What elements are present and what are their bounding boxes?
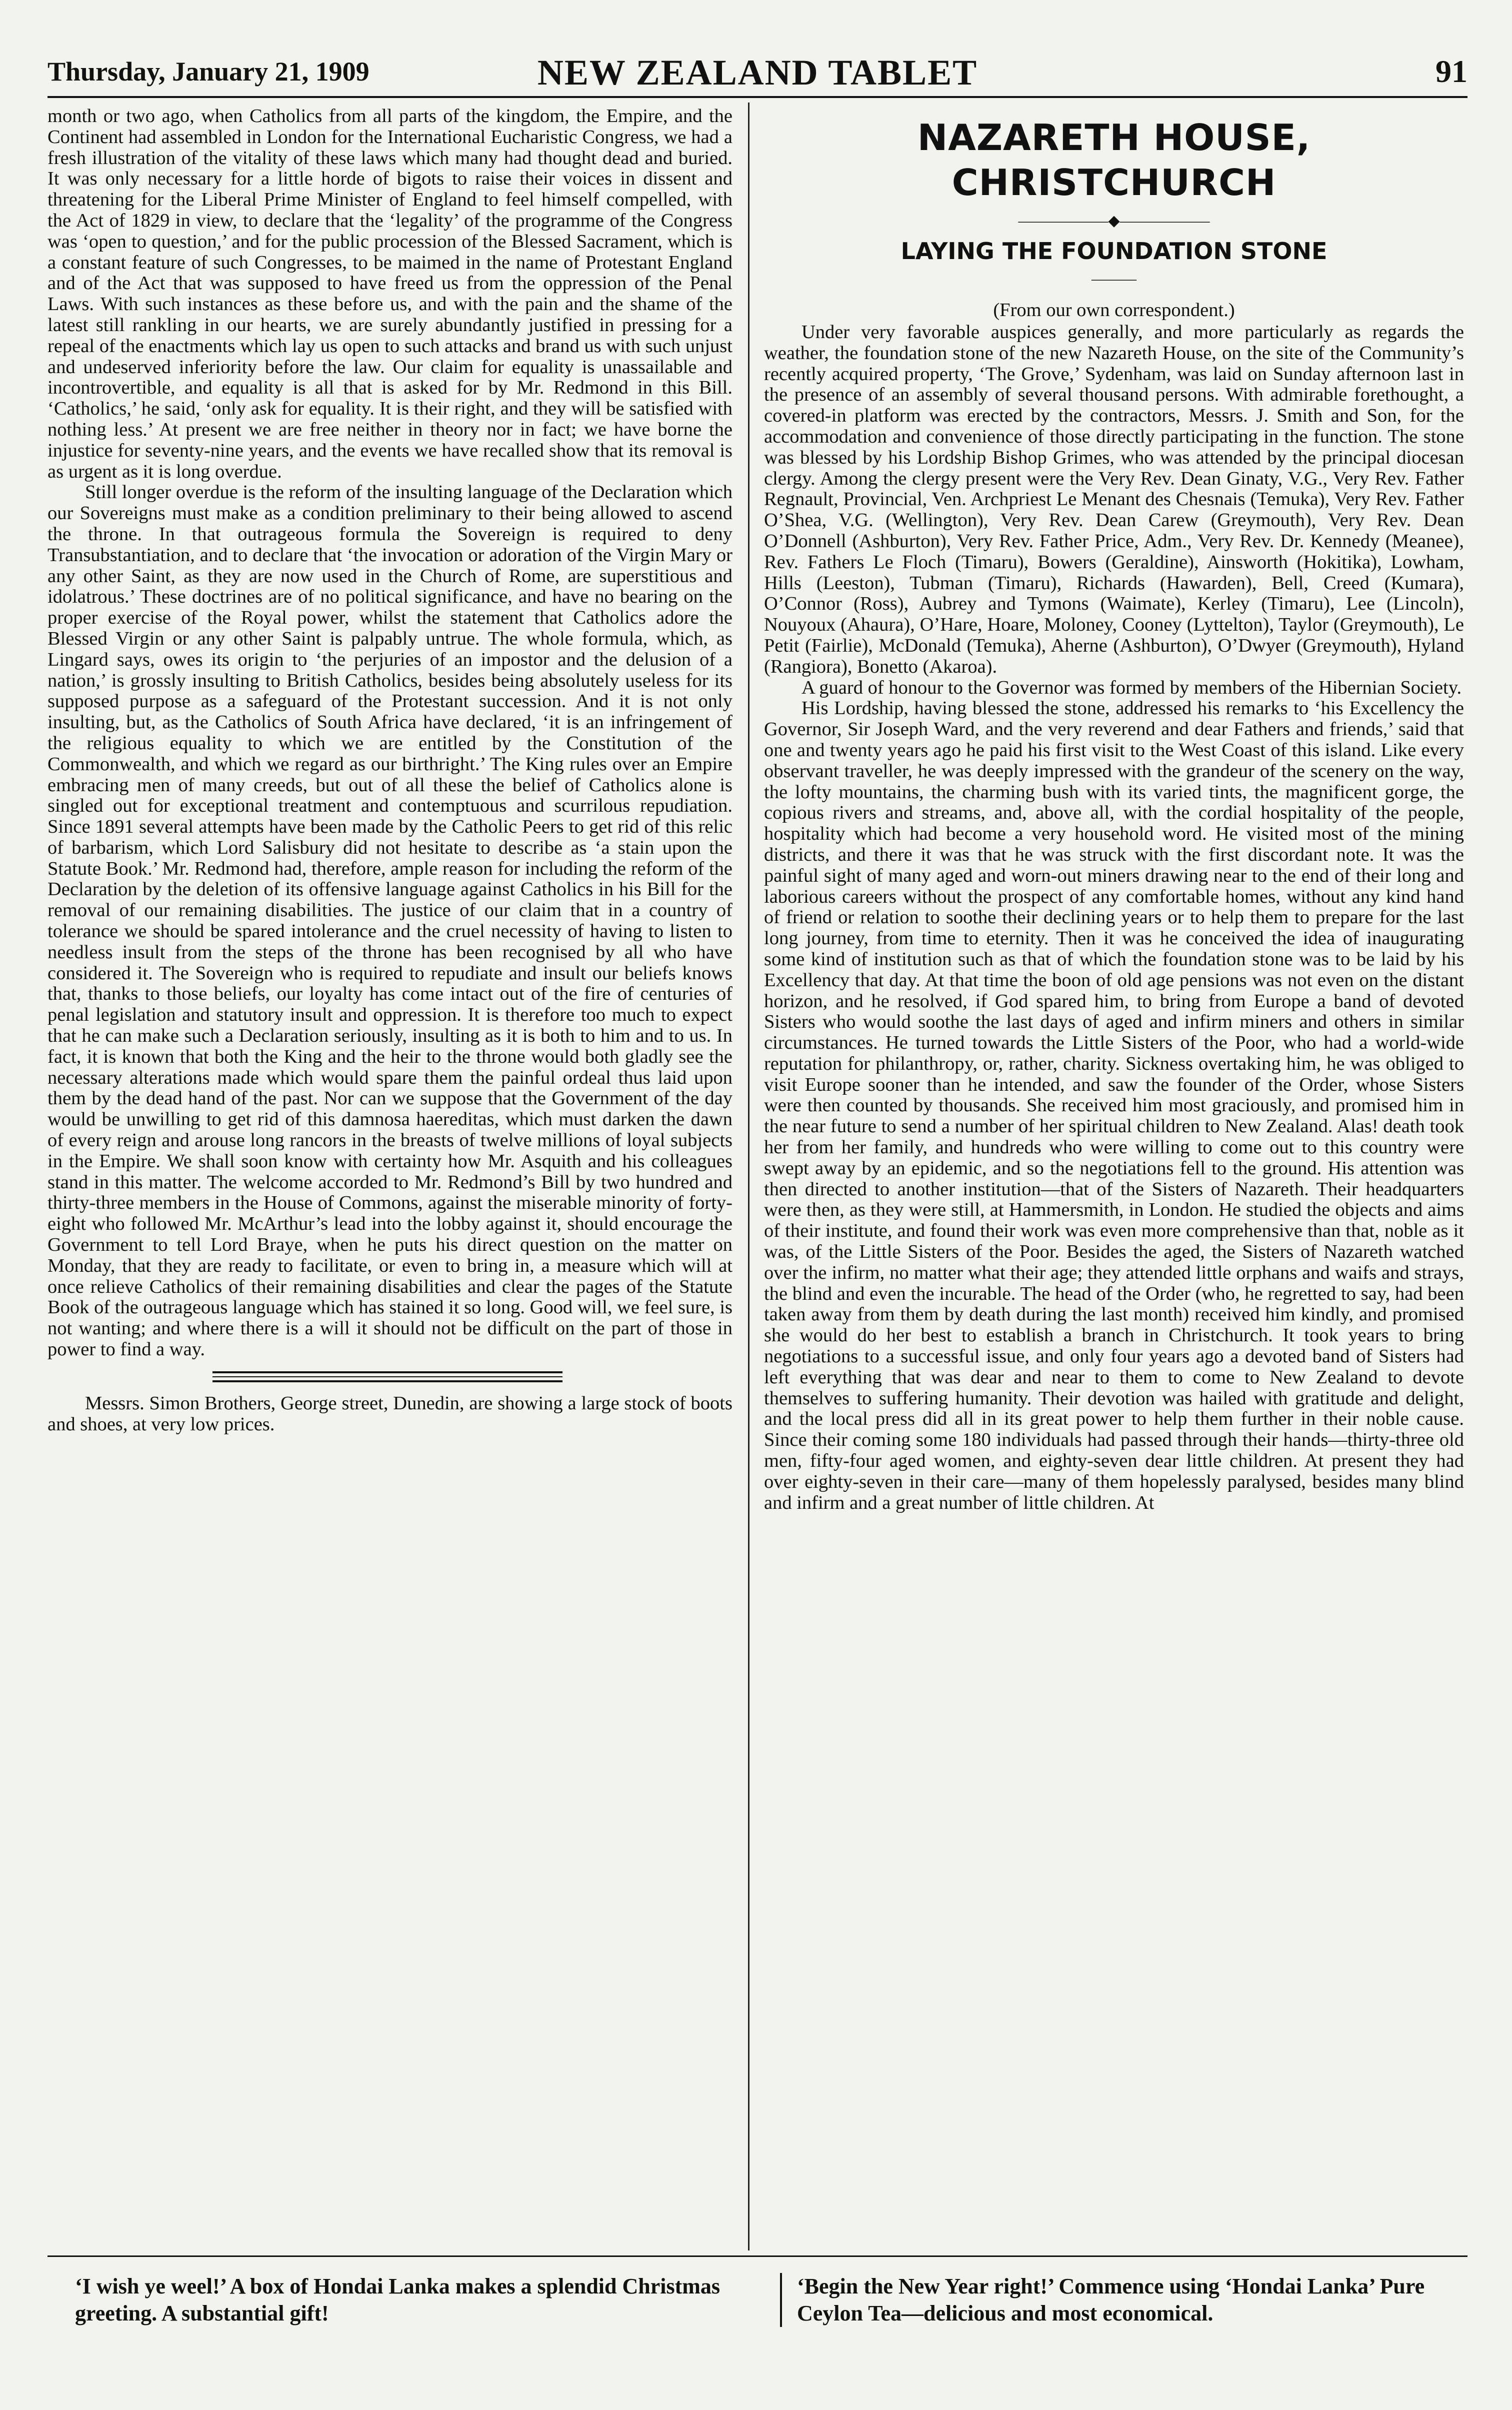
issue-date: Thursday, January 21, 1909: [48, 57, 370, 87]
footer-advertisement-right: ‘Begin the New Year right!’ Commence using ‘Hondai Lanka’ Pure Ceylon Tea—delicious and most economical.: [780, 2273, 1467, 2327]
title-ornament: ——————◆——————: [1018, 213, 1210, 229]
header-rule: [48, 96, 1468, 98]
footer-rule: [48, 2255, 1468, 2257]
page-number: 91: [1436, 54, 1468, 89]
subtitle-dash: ———: [1092, 271, 1136, 287]
article-title: NAZARETH HOUSE, CHRISTCHURCH: [917, 117, 1311, 204]
right-column: [764, 115, 1464, 2255]
article-byline: (From our own correspondent.): [993, 300, 1235, 321]
section-divider: [212, 1371, 562, 1382]
publication-title: NEW ZEALAND TABLET: [537, 53, 978, 93]
article-paragraph: His Lordship, having blessed the stone, addressed his remarks to ‘his Excellency the Governor, Sir Joseph Ward, and the very reverend and dear Fathers and friends,’ said that one and twenty years ago he paid his first visit to the West Coast of this island. Like every observant traveller, he was deeply impressed with the grandeur of the scenery on the way, the lofty mountains, the charming bush with its varied tints, the magnificent gorge, the copious rivers and streams, and, above all, with the cordial hospitality of the people, hospitality which had become a very household word. He visited most of the mining districts, and there it was that he was struck with the first discordant note. It was the painful sight of many aged and worn-out miners drawing near to the end of their long and laborious careers without the prospect of any comfortable homes, without any kind hand of friend or relation to soothe their declining years or to help them to prepare for the last long journey, from time to eternity. Then it was he conceived the idea of inaugurating some kind of institution such as that of which the foundation stone was to be laid by his Excellency that day. At that time the boon of old age pensions was not even on the distant horizon, and he resolved, if God spared him, to bring from Europe a band of devoted Sisters who would soothe the last days of aged and infirm miners and others in similar circumstances. He turned towards the Little Sisters of the Poor, who had a world-wide reputation for philanthropy, or, rather, charity. Sickness overtaking him, he was obliged to visit Europe sooner than he intended, and saw the founder of the Order, whose Sisters were then counted by thousands. She received him most graciously, and promised him in the near future to send a number of her spiritual children to New Zealand. Alas! death took her from her family, and hundreds who were willing to come out to this country were swept away by an epidemic, and so the negotiations fell to the ground. His attention was then directed to another institution—that of the Sisters of Nazareth. Their headquarters were then, as they were still, at Hammersmith, in London. He studied the objects and aims of their institute, and found their work was even more comprehensive than that, noble as it was, of the Little Sisters of the Poor. Besides the aged, the Sisters of Nazareth watched over the infirm, no matter what their age; they attended little orphans and waifs and strays, the blind and even the incurable. The head of the Order (who, he regretted to say, had been taken away from them by death during the last month) received him kindly, and promised she would do her best to establish a branch in Christchurch. It took years to bring negotiations to a successful issue, and only four years ago a devoted band of Sisters had left everything that was dear and near to them to come to New Zealand to devote themselves to suffering humanity. Their devotion was hailed with gratitude and delight, and the local press did all in its great power to help them further in their noble cause. Since their coming some 180 individuals had passed through their hands—thirty-three old men, fifty-four aged women, and eighty-seven dear little children. At present they had over eighty-seven in their care—many of them hopelessly paralysed, besides many blind and infirm and a great number of little children. At: [764, 698, 1464, 1513]
footer-advertisement-left: ‘I wish ye weel!’ A box of Hondai Lanka makes a splendid Christmas greeting. A substantial gift!: [75, 2274, 720, 2325]
left-column: [48, 106, 732, 2256]
page-header: [48, 50, 1468, 95]
editorial-paragraph: Still longer overdue is the reform of the insulting language of the Declaration which our Sovereigns must make as a condition preliminary to their being allowed to ascend the throne. In that outrageous formula the Sovereign is required to deny Transubstantiation, and to declare that ‘the invocation or adoration of the Virgin Mary or any other Saint, as they are now used in the Church of Rome, are superstitious and idolatrous.’ These doctrines are of no political significance, and have no bearing on the proper exercise of the Royal power, whilst the statement that Catholics adore the Blessed Virgin or any other Saint is palpably untrue. The whole formula, which, as Lingard says, owes its origin to ‘the perjuries of an impostor and the delusion of a nation,’ is grossly insulting to British Catholics, besides being absolutely useless for its supposed purpose as a safeguard of the Protestant succession. And it is not only insulting, but, as the Catholics of South Africa have declared, ‘it is an infringement of the religious equality to which we are entitled by the Constitution of the Commonwealth, and which we regard as our birthright.’ The King rules over an Empire embracing men of many creeds, but out of all these the belief of Catholics alone is singled out for exceptional treatment and contemptuous and scurrilous repudiation. Since 1891 several attempts have been made by the Catholic Peers to get rid of this relic of barbarism, which Lord Salisbury did not hesitate to describe as ‘a stain upon the Statute Book.’ Mr. Redmond had, therefore, ample reason for including the reform of the Declaration by the deletion of its offensive language against Catholics in his Bill for the removal of our remaining disabilities. The justice of our claim that in a country of tolerance we should be spared intolerance and the cruel necessity of having to listen to needless insult from the steps of the throne has been recognised by all who have considered it. The Sovereign who is required to repudiate and insult our beliefs knows that, thanks to those beliefs, our loyalty has come intact out of the fire of centuries of penal legislation and statutory insult and oppression. It is therefore too much to expect that he can make such a Declaration seriously, insulting as it is both to him and to us. In fact, it is known that both the King and the heir to the throne would both gladly see the necessary alterations made which would spare them the painful ordeal thus laid upon them by the dead hand of the past. Nor can we suppose that the Government of the day would be unwilling to get rid of this damnosa haereditas, which must darken the dawn of every reign and arouse long rancors in the breasts of twelve millions of loyal subjects in the Empire. We shall soon know with certainty how Mr. Asquith and his colleagues stand in this matter. The welcome accorded to Mr. Redmond’s Bill by two hundred and thirty-three members in the House of Commons, against the miserable minority of forty-eight who followed Mr. McArthur’s lead into the lobby against it, should encourage the Government to tell Lord Braye, when he puts his direct question on the matter on Monday, that they are ready to facilitate, or even to bring in, a measure which will at once relieve Catholics of their remaining disabilities and clear the pages of the Statute Book of the outrageous language which has stained it so long. Good will, we feel sure, is not wanting; and where there is a will it should not be difficult on the part of those in power to find a way.: [48, 482, 732, 1360]
article-subtitle: LAYING THE FOUNDATION STONE: [900, 238, 1328, 265]
article-paragraph: A guard of honour to the Governor was formed by members of the Hibernian Society.: [802, 677, 1462, 698]
column-rule: [748, 103, 750, 2250]
article-paragraph: Under very favorable auspices generally, and more particularly as regards the weather, the foundation stone of the new Nazareth House, on the site of the Community’s recently acquired property, ‘The Grove,’ Sydenham, was laid on Sunday afternoon last in the presence of an assembly of several thousand persons. With admirable forethought, a covered-in platform was erected by the contractors, Messrs. J. Smith and Son, for the accommodation and convenience of those directly participating in the function. The stone was blessed by his Lordship Bishop Grimes, who was attended by the principal diocesan clergy. Among the clergy present were the Very Rev. Dean Ginaty, V.G., Very Rev. Father Regnault, Provincial, Ven. Archpriest Le Menant des Chesnais (Temuka), Very Rev. Father O’Shea, V.G. (Wellington), Very Rev. Dean Carew (Greymouth), Very Rev. Dean O’Donnell (Ashburton), Very Rev. Father Price, Adm., Very Rev. Dr. Kennedy (Meanee), Rev. Fathers Le Floch (Timaru), Bowers (Geraldine), Ainsworth (Hokitika), Lowham, Hills (Leeston), Tubman (Timaru), Richards (Hawarden), Bell, Creed (Kumara), O’Connor (Ross), Aubrey and Tymons (Waimate), Kerley (Timaru), Lee (Lincoln), Nouyoux (Ahaura), O’Hare, Hoare, Moloney, Cooney (Lyttelton), Taylor (Greymouth), Le Petit (Fairlie), McDonald (Temuka), Aherne (Ashburton), O’Dwyer (Greymouth), Hyland (Rangiora), Bonetto (Akaroa).: [764, 322, 1464, 677]
editorial-paragraph: month or two ago, when Catholics from all parts of the kingdom, the Empire, and the Continent had assembled in London for the International Eucharistic Congress, we had a fresh illustration of the vitality of these laws which many had thought dead and buried. It was only necessary for a little horde of bigots to raise their voices in dissent and threatening for the Liberal Prime Minister of England to feel himself compelled, with the Act of 1829 in view, to declare that the ‘legality’ of the programme of the Congress was ‘open to question,’ and for the public procession of the Blessed Sacrament, which is a constant feature of such Congresses, to be maimed in the name of Protestant England and of the Act that was supposed to have freed us from the oppression of the Penal Laws. With such instances as these before us, and with the pain and the shame of the latest still rankling in our hearts, we are surely abundantly justified in pressing for a repeal of the enactments which lay us open to such attacks and brand us with such unjust and undeserved inferiority before the law. Our claim for equality is unassailable and incontrovertible, and equality is all that is asked for by Mr. Redmond in this Bill. ‘Catholics,’ he said, ‘only ask for equality. It is their right, and they will be satisfied with nothing less.’ At present we are free neither in theory nor in fact; we have borne the injustice for seventy-nine years, and the events we have recalled show that its removal is as urgent as it is long overdue.: [48, 106, 732, 482]
notice-paragraph: Messrs. Simon Brothers, George street, Dunedin, are showing a large stock of boots and shoes, at very low prices.: [48, 1392, 732, 1435]
